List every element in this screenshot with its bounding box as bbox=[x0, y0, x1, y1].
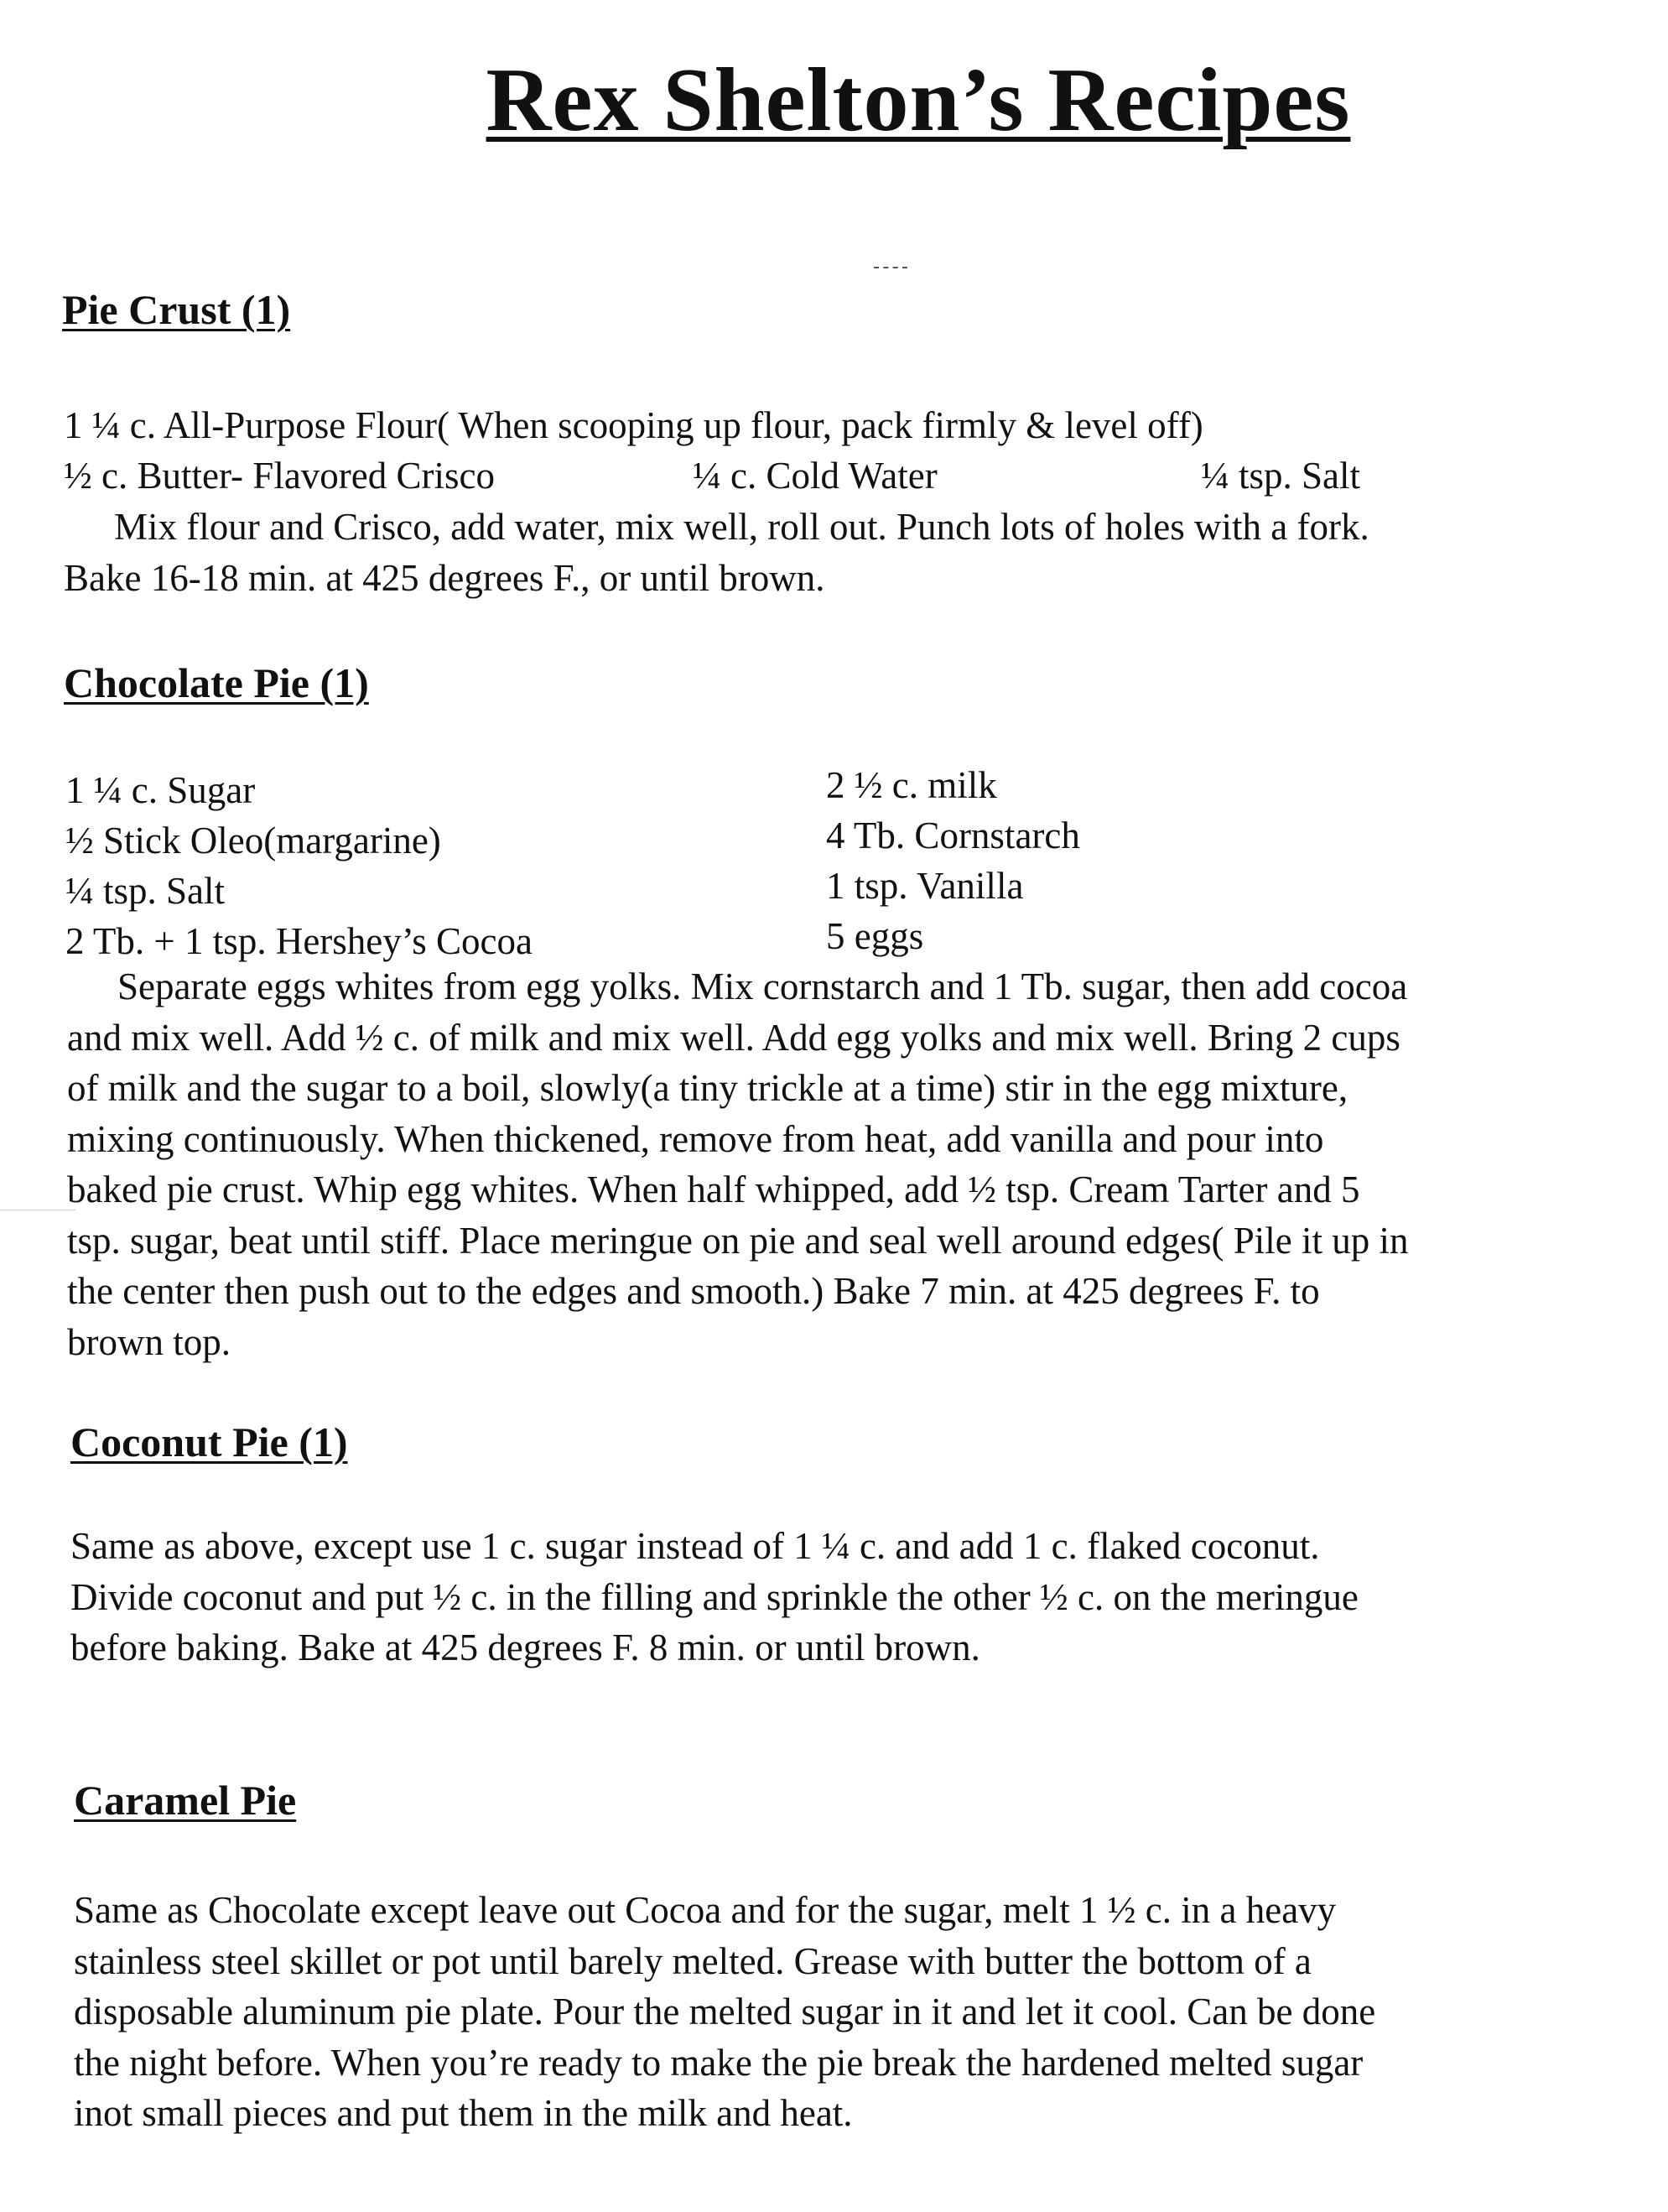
ingredient-water: ¼ c. Cold Water bbox=[693, 455, 938, 497]
directions-line: of milk and the sugar to a boil, slowly(a tiny trickle at a time) stir in the egg mixture, bbox=[67, 1067, 1348, 1109]
recipe-directions bbox=[74, 1885, 1375, 2139]
recipe-directions bbox=[64, 502, 1369, 603]
ingredient-left: 1 ¼ c. Sugar bbox=[65, 769, 256, 811]
directions-line: tsp. sugar, beat until stiff. Place meringue on pie and seal well around edges( Pile it up in bbox=[67, 1219, 1409, 1262]
directions-line: Same as Chocolate except leave out Cocoa and for the sugar, melt 1 ½ c. in a heavy bbox=[74, 1889, 1337, 1931]
recipe-heading: Caramel Pie bbox=[74, 1777, 297, 1824]
page-title: Rex Shelton’s Recipes bbox=[486, 50, 1351, 150]
directions-line: Divide coconut and put ½ c. in the filling and sprinkle the other ½ c. on the meringue bbox=[70, 1575, 1359, 1618]
recipe-directions bbox=[70, 1521, 1359, 1673]
ingredient-left: ½ Stick Oleo(margarine) bbox=[65, 820, 441, 861]
recipe-heading: Coconut Pie (1) bbox=[70, 1418, 348, 1465]
directions-line: baked pie crust. Whip egg whites. When half whipped, add ½ tsp. Cream Tarter and 5 bbox=[67, 1168, 1360, 1210]
directions-line: Bake 16-18 min. at 425 degrees F., or until brown. bbox=[64, 556, 825, 599]
ingredient-line: 1 ¼ c. All-Purpose Flour( When scooping up flour, pack firmly & level off) bbox=[64, 404, 1203, 446]
directions-line: Mix flour and Crisco, add water, mix well, roll out. Punch lots of holes with a fork. bbox=[114, 506, 1369, 548]
directions-line: Same as above, except use 1 c. sugar instead of 1 ¼ c. and add 1 c. flaked coconut. bbox=[70, 1525, 1320, 1567]
directions-line: and mix well. Add ½ c. of milk and mix well. Add egg yolks and mix well. Bring 2 cups bbox=[67, 1016, 1400, 1059]
ingredient-salt: ¼ tsp. Salt bbox=[1201, 455, 1361, 497]
ingredient-right: 5 eggs bbox=[826, 915, 924, 957]
directions-line: disposable aluminum pie plate. Pour the melted sugar in it and let it cool. Can be done bbox=[74, 1991, 1376, 2032]
ingredient-right: 2 ½ c. milk bbox=[826, 764, 997, 806]
recipe-directions bbox=[67, 961, 1409, 1367]
ingredient-left: ¼ tsp. Salt bbox=[65, 870, 226, 912]
directions-line: mixing continuously. When thickened, remove from heat, add vanilla and pour into bbox=[67, 1117, 1324, 1160]
ingredient-crisco: ½ c. Butter- Flavored Crisco bbox=[64, 455, 495, 497]
directions-line: inot small pieces and put them in the milk and heat. bbox=[74, 2092, 853, 2134]
recipe-heading: Chocolate Pie (1) bbox=[64, 659, 369, 706]
directions-line: stainless steel skillet or pot until barely melted. Grease with butter the bottom of a bbox=[74, 1939, 1312, 1982]
stray-dash-mark bbox=[874, 267, 907, 271]
recipe-heading: Pie Crust (1) bbox=[62, 286, 291, 333]
directions-line: Separate eggs whites from egg yolks. Mix cornstarch and 1 Tb. sugar, then add cocoa bbox=[117, 965, 1408, 1007]
directions-line: the night before. When you’re ready to make the pie break the hardened melted sugar bbox=[74, 2041, 1364, 2084]
directions-line: the center then push out to the edges and smooth.) Bake 7 min. at 425 degrees F. to bbox=[67, 1270, 1320, 1312]
ingredient-right: 4 Tb. Cornstarch bbox=[826, 815, 1080, 856]
directions-line: before baking. Bake at 425 degrees F. 8 min. or until brown. bbox=[70, 1626, 980, 1668]
ingredient-right: 1 tsp. Vanilla bbox=[826, 865, 1024, 907]
ingredient-left: 2 Tb. + 1 tsp. Hershey’s Cocoa bbox=[65, 920, 533, 962]
directions-line: brown top. bbox=[67, 1320, 231, 1363]
